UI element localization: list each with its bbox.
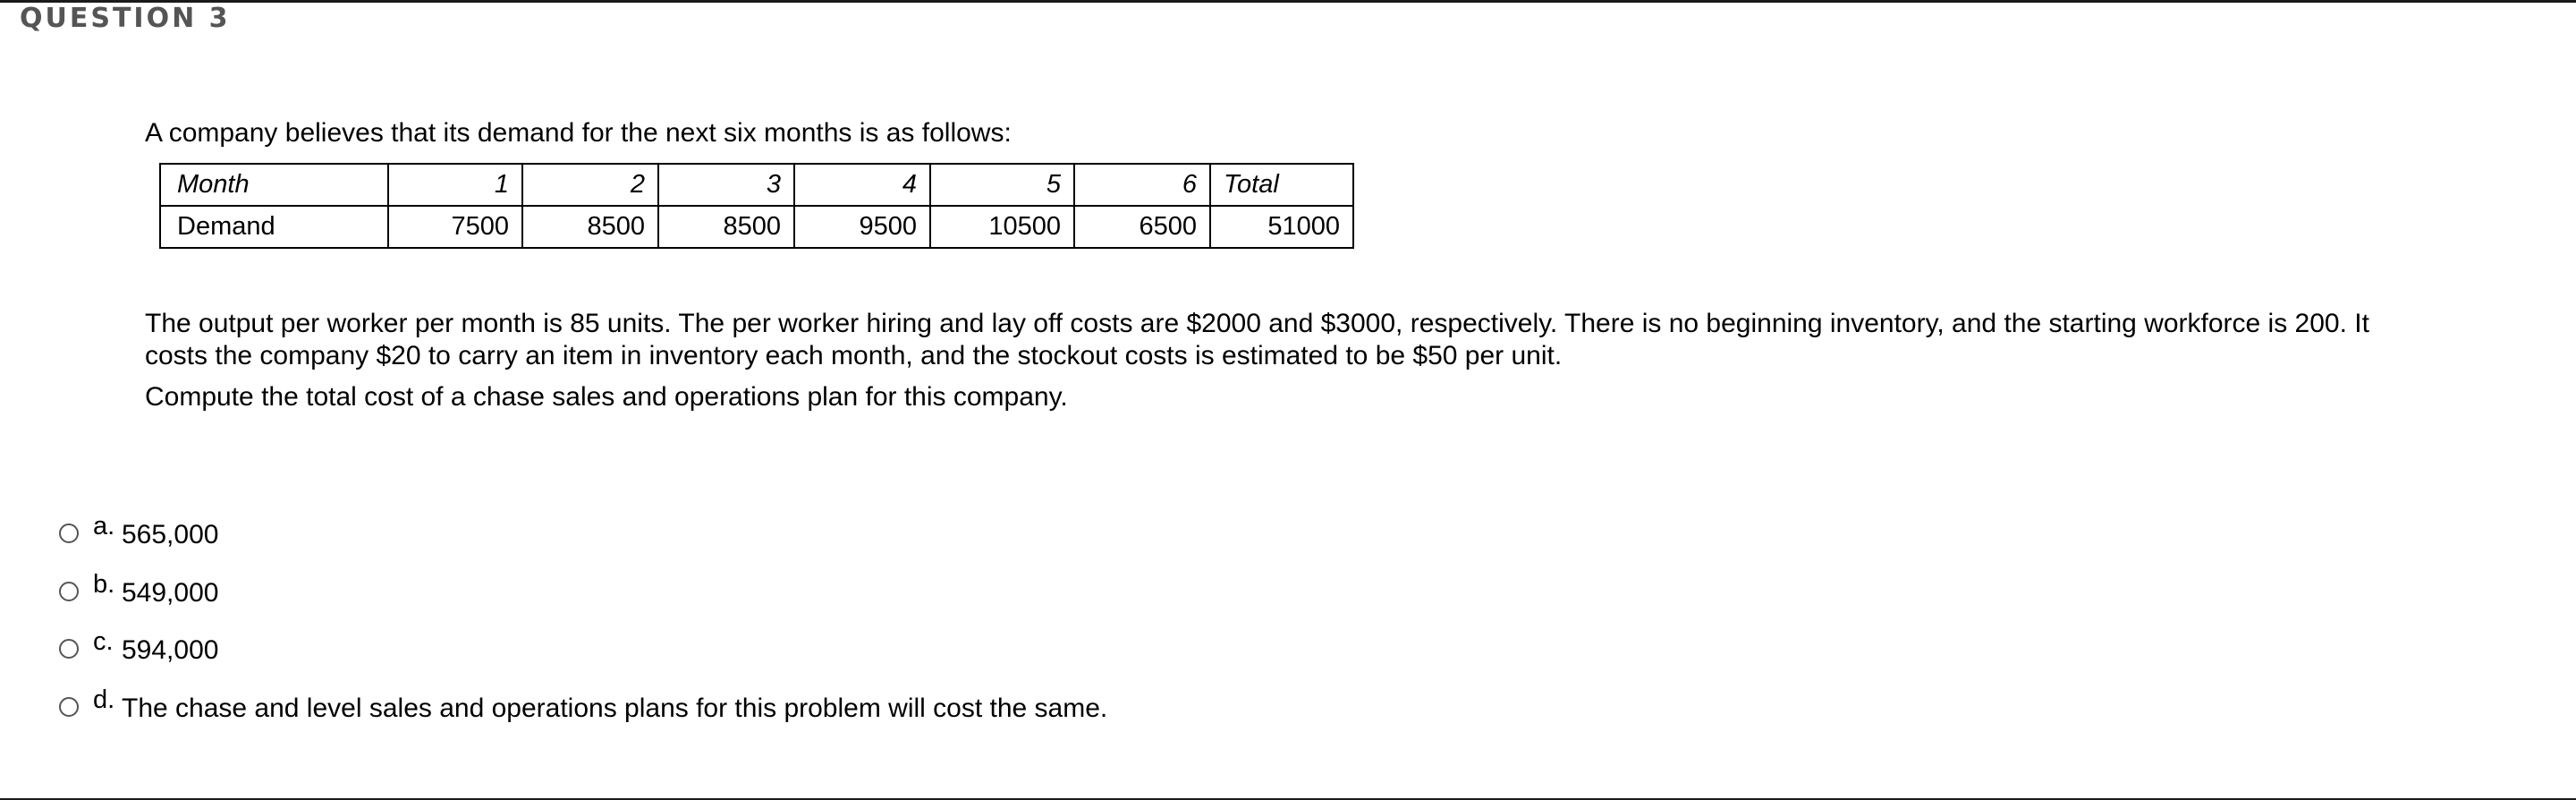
option-text: 565,000	[122, 520, 219, 549]
table-header-cell: 5	[930, 164, 1074, 206]
table-header-row	[160, 164, 1353, 206]
table-header-cell: 1	[388, 164, 522, 206]
table-cell: 7500	[388, 206, 522, 248]
question-paragraph: The output per worker per month is 85 units. The per worker hiring and lay off costs are $2000 and $3000, respectively. There is no beginning inventory, and the starting workforce is 200. It costs the company $20 to carry an item in inventory each month, and the stockout costs is estimated to be $50 per unit.	[145, 309, 2369, 370]
question-prompt: Compute the total cost of a chase sales and operations plan for this company.	[145, 382, 1068, 412]
radio-button-b[interactable]	[59, 582, 79, 601]
question-body	[145, 308, 2435, 413]
table-header-cell: 6	[1074, 164, 1210, 206]
option-text: The chase and level sales and operations plans for this problem will cost the same.	[122, 694, 1108, 724]
question-title: QUESTION 3	[20, 3, 231, 34]
question-intro: A company believes that its demand for the next six months is as follows:	[145, 118, 1012, 148]
table-cell: 6500	[1074, 206, 1210, 248]
option-letter: d.	[93, 685, 115, 715]
radio-button-c[interactable]	[59, 639, 79, 659]
table-cell: 51000	[1210, 206, 1353, 248]
table-header-cell: Total	[1210, 164, 1353, 206]
table-row	[160, 206, 1353, 248]
table-header-cell: 2	[522, 164, 658, 206]
table-cell: 10500	[930, 206, 1074, 248]
option-text: 594,000	[122, 635, 219, 666]
table-header-cell: 4	[794, 164, 930, 206]
option-letter: c.	[93, 627, 114, 657]
table-header-cell: Month	[160, 164, 388, 206]
table-cell: 8500	[658, 206, 794, 248]
demand-table	[159, 163, 1354, 249]
table-cell: Demand	[160, 206, 388, 248]
radio-button-a[interactable]	[59, 523, 79, 543]
radio-button-d[interactable]	[59, 697, 79, 717]
table-cell: 9500	[794, 206, 930, 248]
table-header-cell: 3	[658, 164, 794, 206]
option-letter: b.	[93, 569, 115, 599]
option-letter: a.	[93, 512, 115, 540]
top-divider	[0, 0, 2576, 3]
option-text: 549,000	[122, 577, 219, 608]
table-cell: 8500	[522, 206, 658, 248]
